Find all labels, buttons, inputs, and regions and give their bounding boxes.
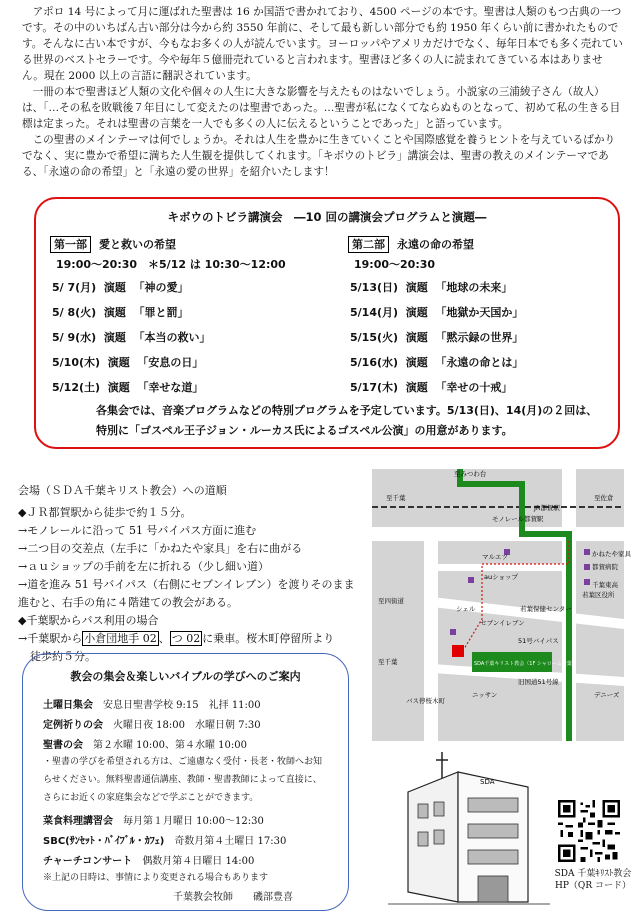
map-label: モノレール都賀駅	[492, 515, 544, 523]
lecture-item: 5/14(月) 演題 「地獄か天国か」	[350, 306, 524, 319]
road-side	[438, 564, 562, 571]
map-label: 至千葉	[386, 494, 406, 502]
building-side-wall	[408, 772, 458, 902]
direction-line: →二つ目の交差点（左手に「かねたや家具」を右に曲がる	[18, 542, 303, 555]
map-label: 千葉東高	[592, 581, 618, 589]
part1-theme: 愛と救いの希望	[99, 238, 176, 251]
part1-label: 第一部	[50, 236, 91, 253]
part2-theme: 永遠の命の希望	[397, 238, 474, 251]
map-label: シェル	[456, 605, 476, 613]
lecture-item: 5/12(土) 演題 「幸せな道」	[52, 381, 204, 394]
map-label: 至佐倉	[594, 494, 614, 502]
church-marker	[452, 645, 464, 657]
intro-paragraph: アポロ 14 号によって月に運ばれた聖書は 16 か国語で書かれており、4500 ページの本です。聖書は人類のもつ古典の一つです。その中のいちばん古い部分は今から約 3550 年前に、そして最も新しい部分でも約 1950 年くらい前に書かれたものです。そんなに古い本ですが、今もなお多くの人が読んでいます。ヨーロッパやアメリカだけでなく、毎年日本でも多く売れている世界のベストセラーです。今や毎年５億冊売れていると言われます。聖書ほど多くの人に読まれてきている本はありません。現在 2000 以上の言語に翻訳されています。	[22, 6, 623, 82]
directions-title: 会場（ＳＤＡ千葉キリスト教会）への道順	[18, 484, 227, 497]
map-label: デニーズ	[594, 691, 620, 699]
map-label: 51号バイパス	[518, 637, 559, 645]
bus-route-1: 小倉団地手 02	[84, 632, 157, 645]
church-building-illustration	[388, 752, 550, 910]
lecture-program-box	[34, 197, 620, 449]
building-window	[434, 802, 444, 816]
lecture-item: 5/10(木) 演題 「安息の日」	[52, 356, 204, 369]
building-window	[468, 798, 518, 812]
qr-caption: SDA 千葉ｷﾘｽﾄ教会 HP（QR コード）	[554, 869, 632, 891]
program-note: 各集会では、音楽プログラムなどの特別プログラムを予定しています。5/13(日)、14(月)の２回は、特別に「ゴスペル王子ジョン・ルーカス氏によるゴスペル公演」の用意があります。	[96, 404, 598, 437]
map-label: セブンイレブン	[480, 619, 525, 627]
program-title: キボウのトビラ講演会 ―10 回の講演会プログラムと演題―	[167, 210, 487, 224]
map-label: 至みつわ台	[454, 470, 487, 478]
map-label: バス停桜木町	[406, 697, 445, 705]
map-label: 旧国道51号線	[518, 678, 559, 686]
lecture-item: 5/17(木) 演題 「幸せの十戒」	[350, 381, 513, 394]
building-sign: SDA	[480, 778, 495, 786]
pastor-name: 千葉教会牧師 磯部豊喜	[173, 892, 293, 903]
direction-line: ◆千葉駅からバス利用の場合	[18, 614, 159, 627]
part2-column	[348, 235, 618, 400]
road-vertical-left	[424, 527, 438, 741]
bus-direction-tail: 徒歩約５分。	[30, 650, 96, 663]
bus-direction: →千葉駅から 小倉団地手 02 、 つ 02 に乗車。桜木町停留所より	[18, 632, 335, 645]
building-window	[418, 832, 428, 846]
lecture-item: 5/ 7(月) 演題 「神の愛」	[52, 281, 189, 294]
lecture-item: 5/ 8(火) 演題 「罪と罰」	[52, 306, 189, 319]
part2-time: 19:00～20:30	[354, 258, 436, 271]
landmark-marker	[468, 577, 474, 583]
map-label: JR都賀駅	[534, 504, 560, 512]
part1-column	[50, 235, 320, 400]
direction-line: →モノレールに沿って 51 号バイパス方面に進む	[18, 524, 257, 537]
map-label: ニッサン	[472, 691, 498, 699]
church-info-box: 教会の集会＆楽しいバイブルの学びへのご案内 土曜日集会 安息日聖書学校 9:15 礼拝 11:00 定例祈りの会 火曜日夜 18:00 水曜日朝 7:30 聖書の会 第２水曜 10:00、第４水曜 10:00 ・聖書の学びを希望される方は、ご遠慮なく受付・長老・牧師へお知 らせください。無料聖書通信講座、教師・聖書教師によって直接に、 さらにお近くの家庭集会などで学ぶことができます。 菜食料理講習会 毎月第１月曜日 10:00～12:30 SBC(ｻﾝｾｯﾄ・ﾊﾞｲﾌﾞﾙ・ｶﾌｪ) 奇数月第４土曜日 17:30 チャーチコンサート 偶数月第４日曜日 14:00 ※上記の日時は、事情により変更される場合もあります 千葉教会牧師 磯部豊喜	[22, 653, 349, 911]
map-label: マルエツ	[482, 553, 508, 561]
lecture-item: 5/ 9(水) 演題 「本当の救い」	[52, 331, 211, 344]
direction-line: →道を進み 51 号バイパス（右側にセブンイレブン）を渡りそのまま進むと、右手の角に４階建ての教会がある。	[18, 578, 355, 609]
direction-line: ◆ＪＲ都賀駅から徒歩で約１５分。	[18, 506, 192, 519]
landmark-marker	[450, 629, 456, 635]
part2-label: 第二部	[348, 236, 389, 253]
lecture-item: 5/16(水) 演題 「永遠の命とは」	[350, 356, 524, 369]
building-entrance	[478, 876, 508, 902]
map-label: 至四街道	[378, 597, 404, 605]
road-horizontal-top	[372, 527, 624, 541]
building-window	[468, 850, 518, 864]
building-window	[434, 830, 444, 844]
part1-time: 19:00～20:30 ＊5/12 は 10:30～12:00	[56, 258, 286, 271]
intro-paragraph: 一冊の本で聖書ほど人類の文化や個々の人生に大きな影響を与えたものはないでしょう。小説家の三浦綾子さん（故人）は、「…その私を敗戦後７年目にして変えたのは聖書であった。…聖書が私になくてならぬものとなって、初めて私の生きる目標は定まった。それは聖書の言葉を一人でも多くの人に伝えるということであった」と語っています。	[22, 86, 621, 130]
lecture-item: 5/15(火) 演題 「黙示録の世界」	[350, 331, 524, 344]
map-label: 若葉保健センター	[520, 605, 572, 613]
landmark-marker	[584, 579, 590, 585]
landmark-marker	[584, 549, 590, 555]
directions	[18, 482, 360, 666]
info-title: 教会の集会＆楽しいバイブルの学びへのご案内	[70, 670, 301, 683]
map-label: auショップ	[484, 573, 518, 581]
map-label: SDA千葉キリスト教会（1F シャローム若葉）	[474, 661, 577, 667]
bus-route-2: つ 02	[171, 632, 201, 645]
lecture-item: 5/13(日) 演題 「地球の未来」	[350, 281, 513, 294]
building-window	[418, 804, 428, 818]
intro-paragraph: この聖書のメインテーマは何でしょうか。それは人生を豊かに生きていくことや国際感覚を養うヒントを与えているばかりでなく、実に豊かで希望に満ちた人生観を提供してくれます。「キボウのトビラ」講演会は、聖書の教えのメインテーマである、「永遠の命の希望」と「永遠の愛の世界」を紹介いたします！	[22, 134, 616, 178]
intro-text	[22, 4, 624, 180]
building-window	[468, 824, 518, 838]
map-label: 若葉区役所	[582, 591, 615, 599]
qr-code[interactable]	[558, 800, 620, 862]
map-label: 至千葉	[378, 658, 398, 666]
direction-line: →ａｕショップの手前を左に折れる（少し細い道）	[18, 560, 269, 573]
map-label: 都賀病院	[592, 563, 618, 571]
map-label: かねたや家具	[592, 550, 631, 558]
landmark-marker	[584, 564, 590, 570]
church-map	[372, 469, 631, 741]
